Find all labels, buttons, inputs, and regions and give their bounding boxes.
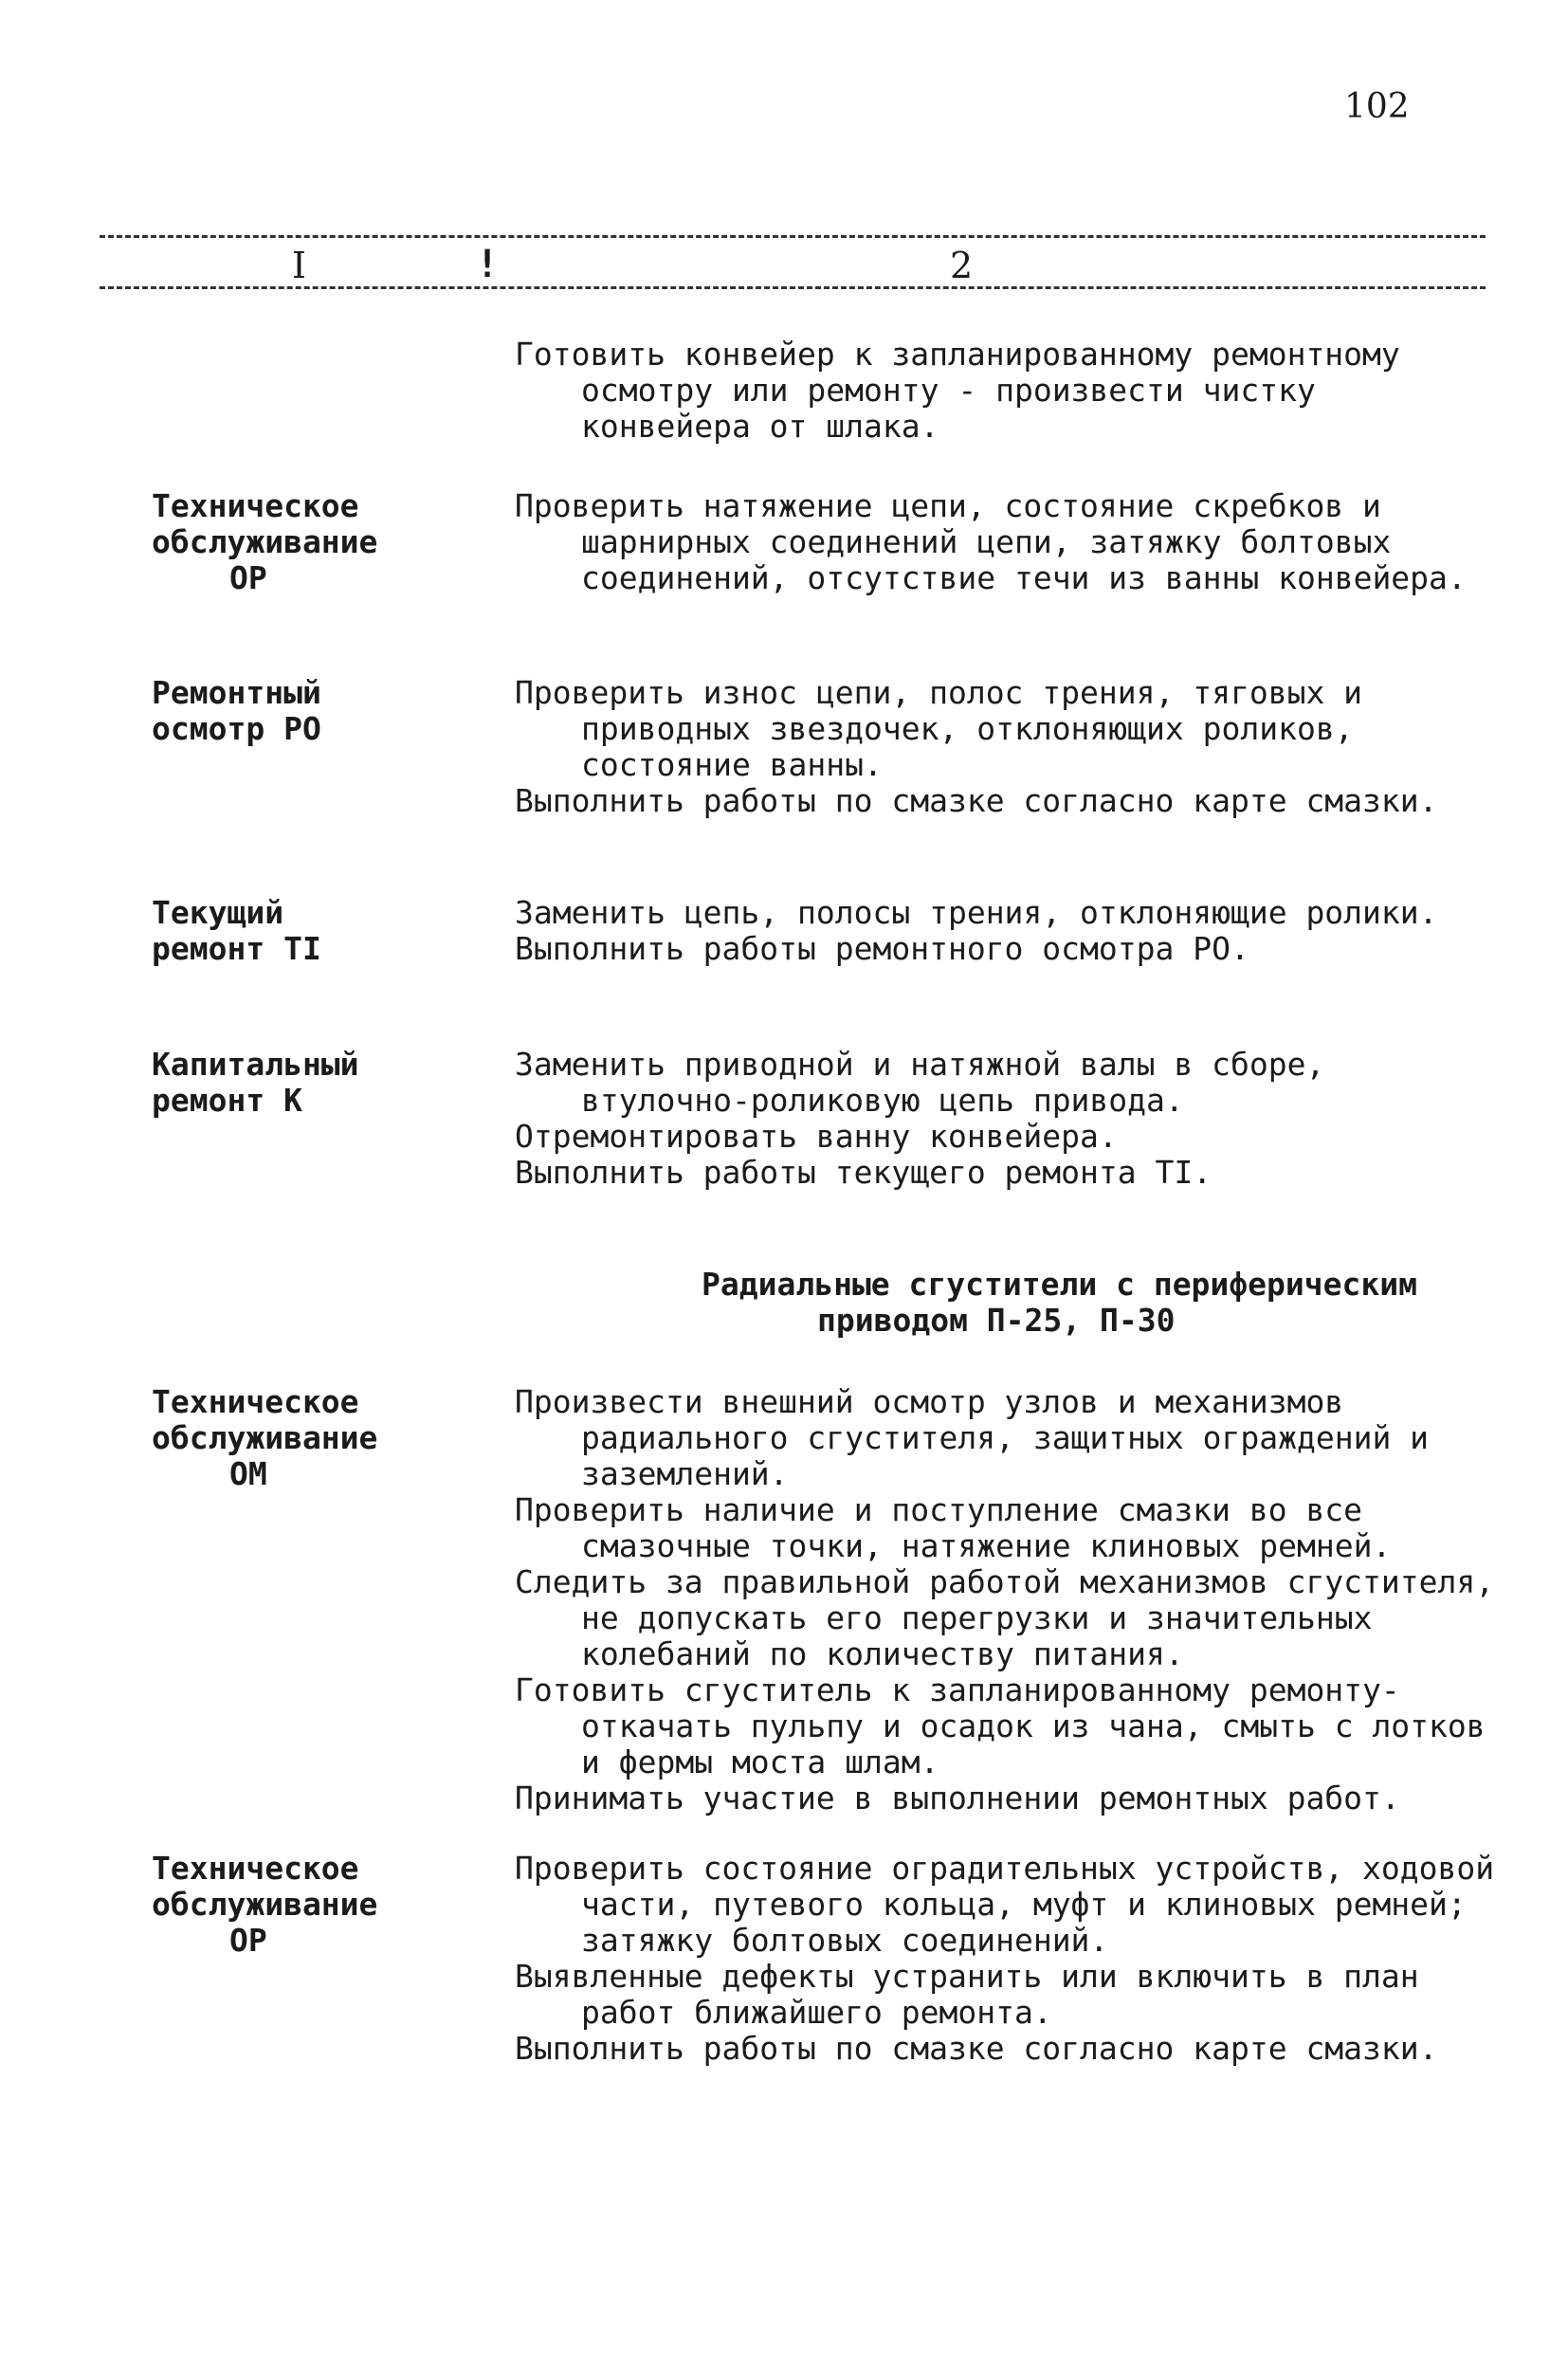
row-label — [152, 675, 398, 747]
label-line: обслуживание — [152, 523, 378, 560]
label-line: обслуживание — [152, 1886, 378, 1923]
list-item: Проверить наличие и поступление смазки во все смазочные точки, натяжение клиновых ремней. — [515, 1491, 1392, 1564]
column-separator: ! — [476, 243, 500, 286]
label-line: Техническое — [152, 1383, 359, 1420]
intro-item: Готовить конвейер к запланированному ремонтному осмотру или ремонту - произвести чистку конвейера от шлака. — [515, 336, 1400, 445]
list-item: Выполнить работы текущего ремонта ТI. — [515, 1154, 1212, 1191]
table-rule-top — [100, 235, 1486, 238]
label-line: осмотр РО — [152, 710, 321, 747]
label-code: ОМ — [229, 1455, 267, 1492]
list-item: Следить за правильной работой механизмов сгустителя, не допускать его перегрузки и значительных колебаний по количеству питания. — [515, 1563, 1495, 1672]
list-item: Отремонтировать ванну конвейера. — [515, 1118, 1118, 1155]
row-content — [515, 488, 1501, 596]
row-label — [152, 1047, 398, 1119]
column-number-1: I — [292, 245, 307, 286]
list-item: Произвести внешний осмотр узлов и механизмов радиального сгустителя, защитных ограждений и заземлений. — [515, 1383, 1430, 1492]
table-rule-bottom — [100, 286, 1486, 289]
list-item: Принимать участие в выполнении ремонтных работ. — [515, 1780, 1400, 1816]
section-heading — [702, 1267, 1498, 1339]
label-line: ремонт ТI — [152, 930, 321, 967]
label-code: ОР — [229, 559, 267, 596]
row-content — [515, 1047, 1501, 1191]
list-item: Проверить натяжение цепи, состояние скребков и шарнирных соединений цепи, затяжку болтовых соединений, отсутствие течи из ванны конвейера. — [515, 487, 1467, 596]
column-number-2: 2 — [950, 245, 974, 286]
list-item: Выполнить работы по смазке согласно карте смазки. — [515, 2030, 1438, 2067]
label-code: ОР — [229, 1922, 267, 1959]
list-item: Проверить состояние оградительных устройств, ходовой части, путевого кольца, муфт и клиновых ремней; затяжку болтовых соединений. — [515, 1850, 1495, 1959]
intro-text — [515, 337, 1501, 445]
label-line: обслуживание — [152, 1419, 378, 1456]
page-number: 102 — [1344, 87, 1410, 126]
label-line: Текущий — [152, 894, 284, 931]
label-line: Ремонтный — [152, 674, 321, 711]
row-content — [515, 1384, 1501, 1816]
heading-line: приводом П-25, П-30 — [817, 1302, 1176, 1339]
list-item: Заменить приводной и натяжной валы в сборе, втулочно-роликовую цепь привода. — [515, 1046, 1325, 1119]
row-content — [515, 1851, 1501, 2067]
list-item: Выявленные дефекты устранить или включить в план работ ближайшего ремонта. — [515, 1958, 1419, 2031]
label-line: Капитальный — [152, 1046, 359, 1083]
list-item: Готовить сгуститель к запланированному ремонту-откачать пульпу и осадок из чана, смыть с лотков и фермы моста шлам. — [515, 1671, 1486, 1780]
heading-line: Радиальные сгустители с периферическим — [702, 1266, 1417, 1303]
label-line: Техническое — [152, 1850, 359, 1887]
row-content — [515, 895, 1501, 967]
list-item: Проверить износ цепи, полос трения, тяговых и приводных звездочек, отклоняющих роликов, состояние ванны. — [515, 674, 1363, 783]
row-label — [152, 488, 398, 596]
row-label — [152, 895, 398, 967]
list-item: Выполнить работы ремонтного осмотра РО. — [515, 930, 1249, 967]
label-line: ремонт К — [152, 1082, 302, 1119]
label-line: Техническое — [152, 487, 359, 524]
row-label — [152, 1851, 398, 1959]
list-item: Заменить цепь, полосы трения, отклоняющие ролики. — [515, 894, 1438, 931]
list-item: Выполнить работы по смазке согласно карте смазки. — [515, 782, 1438, 819]
row-content — [515, 675, 1501, 819]
row-label — [152, 1384, 398, 1492]
